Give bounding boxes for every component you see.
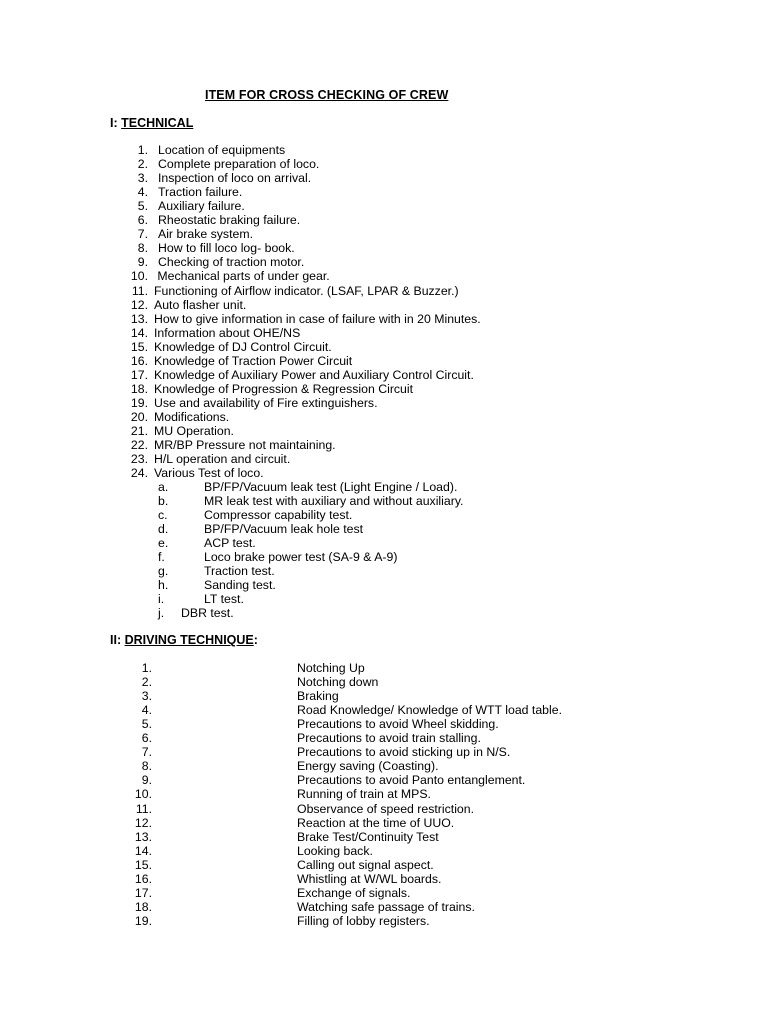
item-number: j. bbox=[158, 606, 165, 621]
item-number: 22. bbox=[130, 438, 148, 453]
item-text: Sanding test. bbox=[204, 578, 276, 593]
item-text: Loco brake power test (SA-9 & A-9) bbox=[204, 550, 398, 565]
item-number: 18. bbox=[134, 899, 152, 914]
item-text: Compressor capability test. bbox=[204, 508, 353, 523]
item-text: Knowledge of DJ Control Circuit. bbox=[154, 339, 332, 354]
item-text: Use and availability of Fire extinguishers. bbox=[154, 395, 378, 410]
item-number: a. bbox=[158, 480, 169, 494]
item-number: 12. bbox=[134, 815, 152, 830]
item-text: Checking of traction motor. bbox=[158, 255, 305, 270]
item-text: Exchange of signals. bbox=[297, 885, 411, 900]
item-text: Mechanical parts of under gear. bbox=[154, 269, 330, 284]
item-number: 20. bbox=[130, 409, 148, 424]
item-number: 6. bbox=[141, 731, 152, 746]
item-number: 3. bbox=[141, 689, 152, 704]
section-prefix: I: bbox=[110, 116, 122, 130]
item-number: 8. bbox=[141, 759, 152, 774]
item-number: h. bbox=[158, 578, 169, 593]
item-text: Inspection of loco on arrival. bbox=[158, 171, 312, 186]
item-number: 12. bbox=[130, 297, 148, 312]
item-number: 23. bbox=[130, 452, 148, 467]
item-text: Functioning of Airflow indicator. (LSAF, LPAR & Buzzer.) bbox=[154, 283, 459, 298]
item-text: MR/BP Pressure not maintaining. bbox=[154, 438, 336, 453]
item-text: How to fill loco log- book. bbox=[158, 241, 295, 256]
section-heading-driving bbox=[110, 633, 258, 647]
item-text: Knowledge of Traction Power Circuit bbox=[154, 353, 353, 368]
item-number: 15. bbox=[134, 857, 152, 872]
item-number: 9. bbox=[141, 773, 152, 788]
item-text: Traction test. bbox=[204, 564, 275, 579]
item-number: 9. bbox=[137, 255, 148, 270]
item-text: Looking back. bbox=[297, 843, 373, 858]
item-number: 3. bbox=[137, 171, 148, 186]
item-text: Air brake system. bbox=[158, 227, 253, 242]
item-text: How to give information in case of failure with in 20 Minutes. bbox=[154, 311, 481, 326]
item-number: 5. bbox=[141, 717, 152, 732]
item-number: 1. bbox=[141, 661, 152, 675]
item-number: 18. bbox=[130, 381, 148, 396]
item-number: 11. bbox=[131, 283, 148, 298]
item-text: MR leak test with auxiliary and without auxiliary. bbox=[204, 494, 464, 509]
item-number: 11. bbox=[135, 801, 152, 816]
item-number: 24. bbox=[130, 466, 148, 481]
item-text: Notching down bbox=[297, 675, 379, 690]
item-number: 17. bbox=[130, 367, 148, 382]
item-text: MU Operation. bbox=[154, 424, 234, 438]
item-number: 2. bbox=[141, 675, 152, 690]
document-title: ITEM FOR CROSS CHECKING OF CREW bbox=[205, 88, 449, 102]
item-number: 1. bbox=[137, 143, 148, 157]
item-text: BP/FP/Vacuum leak hole test bbox=[204, 522, 364, 537]
item-number: 19. bbox=[134, 913, 152, 928]
item-text: Modifications. bbox=[154, 409, 230, 424]
item-number: 19. bbox=[130, 395, 148, 410]
item-text: Rheostatic braking failure. bbox=[158, 213, 301, 228]
item-number: 10. bbox=[130, 269, 148, 284]
item-text: Braking bbox=[297, 689, 339, 704]
item-number: g. bbox=[158, 564, 169, 579]
item-number: d. bbox=[158, 522, 169, 537]
item-text: LT test. bbox=[204, 592, 244, 607]
item-text: BP/FP/Vacuum leak test (Light Engine / Load). bbox=[204, 480, 458, 494]
item-number: f. bbox=[158, 550, 165, 565]
item-text: Knowledge of Progression & Regression Circuit bbox=[154, 381, 414, 396]
item-text: Running of train at MPS. bbox=[297, 787, 431, 802]
section-suffix: : bbox=[253, 633, 258, 647]
item-number: 10. bbox=[134, 787, 152, 802]
item-number: c. bbox=[158, 508, 168, 523]
section-prefix: II: bbox=[110, 633, 125, 647]
item-number: 16. bbox=[130, 353, 148, 368]
item-number: 6. bbox=[137, 213, 148, 228]
section-title: DRIVING TECHNIQUE bbox=[124, 633, 254, 647]
item-text: Location of equipments bbox=[158, 143, 286, 157]
item-number: e. bbox=[158, 536, 169, 551]
item-number: 14. bbox=[130, 325, 148, 340]
item-number: 5. bbox=[137, 199, 148, 214]
item-text: Information about OHE/NS bbox=[154, 325, 301, 340]
section-heading-technical bbox=[110, 116, 193, 130]
item-number: 2. bbox=[137, 157, 148, 172]
item-number: 16. bbox=[134, 871, 152, 886]
item-text: Traction failure. bbox=[158, 185, 243, 200]
item-text: Complete preparation of loco. bbox=[158, 157, 320, 172]
item-text: Watching safe passage of trains. bbox=[297, 899, 475, 914]
item-text: ACP test. bbox=[204, 536, 256, 551]
item-number: 7. bbox=[141, 745, 152, 760]
item-text: Knowledge of Auxiliary Power and Auxiliary Control Circuit. bbox=[154, 367, 474, 382]
item-text: Energy saving (Coasting). bbox=[297, 759, 439, 774]
item-number: 4. bbox=[137, 185, 148, 200]
item-text: Auto flasher unit. bbox=[154, 297, 247, 312]
item-text: Filling of lobby registers. bbox=[297, 913, 430, 928]
item-text: Road Knowledge/ Knowledge of WTT load table. bbox=[297, 703, 563, 718]
item-text: Observance of speed restriction. bbox=[297, 801, 475, 816]
item-text: Precautions to avoid sticking up in N/S. bbox=[297, 745, 511, 760]
item-text: Reaction at the time of UUO. bbox=[297, 815, 455, 830]
item-text: Precautions to avoid Panto entanglement. bbox=[297, 773, 526, 788]
item-number: i. bbox=[158, 592, 165, 607]
item-text: Precautions to avoid train stalling. bbox=[297, 731, 481, 746]
item-text: Calling out signal aspect. bbox=[297, 857, 434, 872]
item-text: Brake Test/Continuity Test bbox=[297, 829, 439, 844]
item-number: 15. bbox=[130, 339, 148, 354]
item-number: 4. bbox=[141, 703, 152, 718]
item-number: 21. bbox=[130, 424, 148, 438]
item-number: 7. bbox=[137, 227, 148, 242]
item-text: Precautions to avoid Wheel skidding. bbox=[297, 717, 499, 732]
item-text: Whistling at W/WL boards. bbox=[297, 871, 442, 886]
item-text: Notching Up bbox=[297, 661, 365, 675]
item-text: DBR test. bbox=[181, 606, 234, 621]
item-number: 13. bbox=[130, 311, 148, 326]
item-text: Various Test of loco. bbox=[154, 466, 264, 481]
item-number: 13. bbox=[134, 829, 152, 844]
item-text: H/L operation and circuit. bbox=[154, 452, 291, 467]
item-text: Auxiliary failure. bbox=[158, 199, 245, 214]
item-number: b. bbox=[158, 494, 169, 509]
item-number: 14. bbox=[134, 843, 152, 858]
item-number: 8. bbox=[137, 241, 148, 256]
section-title: TECHNICAL bbox=[121, 116, 194, 130]
item-number: 17. bbox=[134, 885, 152, 900]
